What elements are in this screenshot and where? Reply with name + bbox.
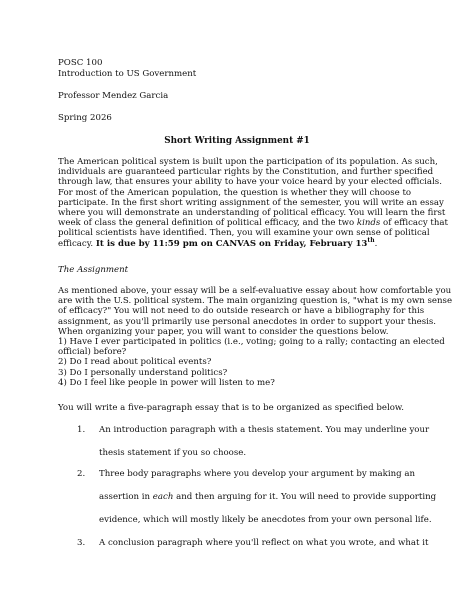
- list-text: thesis statement if you so choose.: [99, 448, 247, 458]
- list-number: 1.: [77, 425, 86, 435]
- intro-text: week of class the general definition of political efficacy, and the two: [58, 218, 357, 229]
- intro-line: political scientists have identified. Then, you will examine your own sense of political: [58, 228, 430, 239]
- intro-period: .: [374, 238, 378, 249]
- list-text: Three body paragraphs where you develop your argument by making an: [99, 469, 416, 479]
- term: Spring 2026: [58, 113, 112, 123]
- intro-text: efficacy.: [58, 238, 96, 249]
- professor-name: Professor Mendez Garcia: [58, 91, 169, 101]
- assignment-paragraph: [58, 286, 453, 388]
- intro-line: For most of the American population, the question is whether they will choose to: [58, 187, 412, 198]
- assignment-line: are with the U.S. political system. The main organizing question is, "what is my own sense: [58, 296, 453, 307]
- intro-line: through law, that ensures your ability to have your voice heard by your elected officials.: [58, 177, 442, 188]
- intro-text: of efficacy that: [380, 218, 448, 229]
- list-text-part: assertion in: [99, 492, 153, 502]
- intro-line: [58, 218, 448, 229]
- intro-line: [58, 236, 424, 249]
- list-text-part: and then arguing for it. You will need to provide supporting: [173, 492, 437, 502]
- course-name: Introduction to US Government: [58, 69, 197, 79]
- question-item: 1) Have I ever participated in politics (i.e., voting; going to a rally; contacting an elected: [58, 337, 445, 348]
- assignment-line: assignment, as you'll primarily use personal anecdotes in order to support your thesis.: [58, 316, 437, 327]
- list-text: A conclusion paragraph where you'll reflect on what you wrote, and what it: [99, 538, 429, 548]
- list-number: 3.: [77, 538, 86, 548]
- assignment-line: of efficacy?" You will not need to do outside research or have a bibliography for this: [58, 306, 425, 317]
- each-italic: each: [152, 492, 174, 502]
- five-paragraph-line: You will write a five-paragraph essay that is to be organized as specified below.: [58, 403, 404, 413]
- intro-line: where you will demonstrate an understanding of political efficacy. You will learn the first: [58, 208, 446, 219]
- due-date: It is due by 11:59 pm on CANVAS on Friday, February 13: [95, 238, 368, 249]
- assignment-title: Short Writing Assignment #1: [164, 136, 310, 146]
- due-date-suffix: th: [367, 236, 375, 244]
- question-item: 2) Do I read about political events?: [58, 357, 212, 368]
- assignment-line: As mentioned above, your essay will be a self-evaluative essay about how comfortable you: [58, 286, 452, 296]
- list-text: [99, 492, 436, 502]
- intro-line: participate. In the first short writing assignment of the semester, you will write an essay: [58, 197, 444, 208]
- list-number: 2.: [77, 469, 86, 479]
- list-text: evidence, which will mostly likely be anecdotes from your own personal life.: [99, 515, 432, 525]
- question-item: official) before?: [58, 347, 127, 358]
- list-text: An introduction paragraph with a thesis statement. You may underline your: [99, 425, 430, 435]
- kinds-italic: kinds: [356, 218, 381, 229]
- intro-line: individuals are guaranteed particular rights by the Constitution, and further specified: [58, 167, 434, 178]
- section-heading: The Assignment: [58, 265, 129, 275]
- question-item: 4) Do I feel like people in power will listen to me?: [58, 377, 275, 388]
- course-code: POSC 100: [58, 58, 103, 68]
- assignment-line: When organizing your paper, you will want to consider the questions below.: [58, 326, 389, 337]
- intro-line: The American political system is built upon the participation of its population. As such,: [58, 157, 438, 167]
- question-item: 3) Do I personally understand politics?: [58, 367, 228, 378]
- intro-paragraph: [58, 157, 448, 249]
